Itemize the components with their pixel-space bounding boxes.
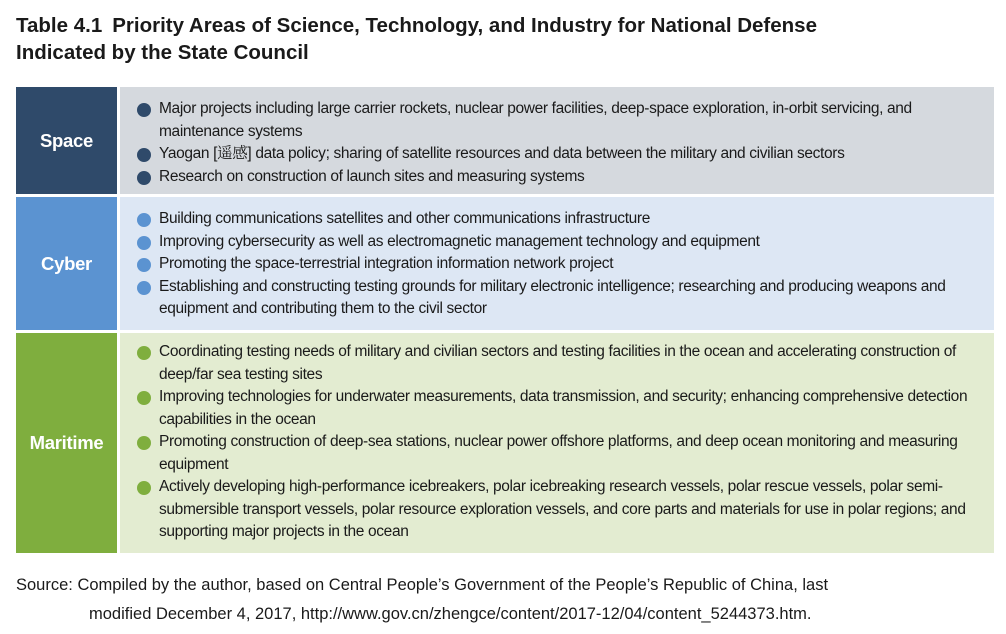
row-content-cyber: [120, 197, 994, 330]
list-item: Actively developing high-performance icebreakers, polar icebreaking research vessels, polar rescue vessels, polar semi-submersible transport vessels, polar resource exploration vessels, and core parts and materials for use in polar regions; and supporting major projects in the ocean: [137, 476, 980, 544]
item-list-cyber: [137, 208, 980, 321]
list-item: Improving technologies for underwater measurements, data transmission, and security; enhancing comprehensive detection capabilities in the ocean: [137, 386, 980, 431]
bullet-icon: [137, 391, 151, 405]
row-label-maritime: Maritime: [16, 333, 117, 553]
bullet-icon: [137, 346, 151, 360]
bullet-icon: [137, 236, 151, 250]
bullet-icon: [137, 258, 151, 272]
list-item: Building communications satellites and other communications infrastructure: [137, 208, 980, 231]
source-note: [16, 571, 1001, 629]
list-item: Promoting the space-terrestrial integration information network project: [137, 253, 980, 276]
row-label-cyber: Cyber: [16, 197, 117, 330]
table-row-cyber: [16, 197, 994, 330]
list-item: Major projects including large carrier rockets, nuclear power facilities, deep-space exploration, in-orbit servicing, and maintenance systems: [137, 98, 980, 143]
bullet-icon: [137, 281, 151, 295]
item-list-space: [137, 98, 980, 188]
table-title: [16, 12, 996, 66]
bullet-icon: [137, 436, 151, 450]
row-label-space: Space: [16, 87, 117, 194]
title-line-1: [16, 12, 996, 39]
list-item: Research on construction of launch sites and measuring systems: [137, 166, 980, 189]
bullet-icon: [137, 213, 151, 227]
list-item: Establishing and constructing testing grounds for military electronic intelligence; researching and producing weapons and equipment and contributing them to the civil sector: [137, 276, 980, 321]
list-item: Improving cybersecurity as well as electromagnetic management technology and equipment: [137, 231, 980, 254]
bullet-icon: [137, 481, 151, 495]
list-item: Coordinating testing needs of military and civilian sectors and testing facilities in the ocean and accelerating construction of deep/far sea testing sites: [137, 341, 980, 386]
bullet-icon: [137, 171, 151, 185]
table-row-maritime: [16, 333, 994, 553]
table-number: Table 4.1: [16, 14, 103, 37]
bullet-icon: [137, 103, 151, 117]
list-item: Yaogan [遥感] data policy; sharing of satellite resources and data between the military and civilian sectors: [137, 143, 980, 166]
list-item: Promoting construction of deep-sea stations, nuclear power offshore platforms, and deep ocean monitoring and measuring equipment: [137, 431, 980, 476]
row-content-maritime: [120, 333, 994, 553]
priority-areas-table: [16, 87, 994, 553]
bullet-icon: [137, 148, 151, 162]
source-line-1: Source: Compiled by the author, based on Central People’s Government of the People’s Republic of China, last: [16, 576, 829, 594]
item-list-maritime: [137, 341, 980, 544]
source-line-2: modified December 4, 2017, http://www.gov.cn/zhengce/content/2017-12/04/content_5244373.htm.: [89, 605, 812, 623]
title-text-1: Priority Areas of Science, Technology, and Industry for National Defense: [112, 14, 817, 37]
title-line-2: Indicated by the State Council: [16, 41, 309, 64]
table-row-space: [16, 87, 994, 194]
row-content-space: [120, 87, 994, 194]
